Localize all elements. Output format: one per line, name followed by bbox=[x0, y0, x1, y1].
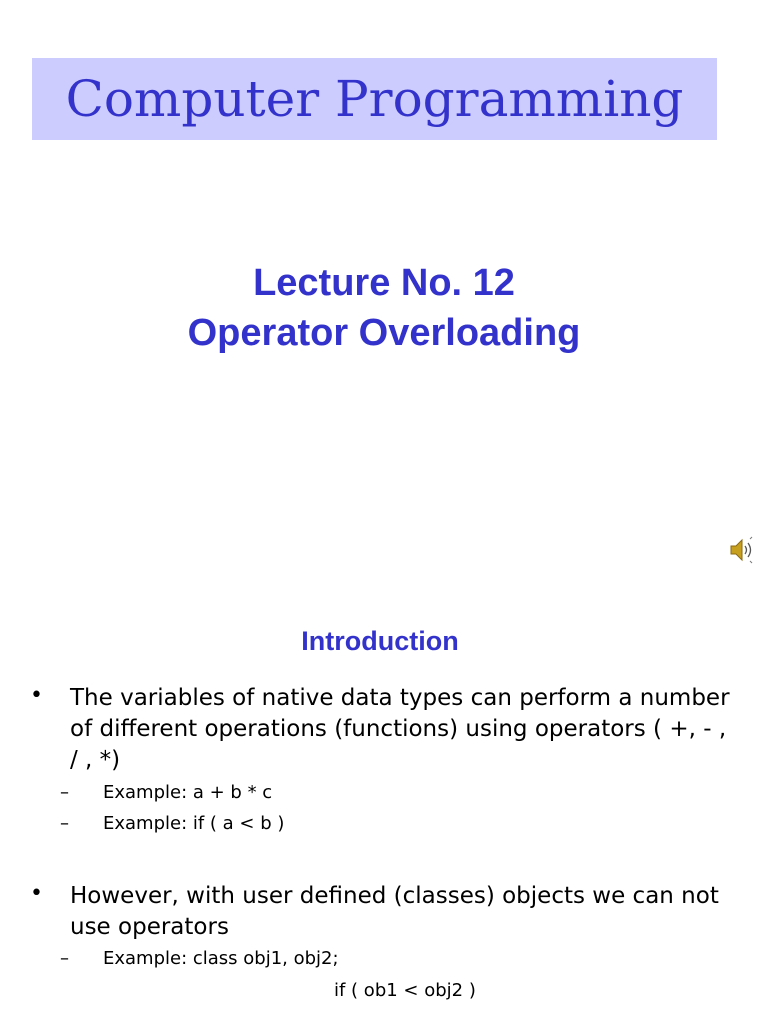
slide-title: Computer Programming bbox=[65, 70, 684, 128]
sub-bullet-marker: – bbox=[60, 948, 69, 969]
sub-bullet-marker: – bbox=[60, 813, 69, 834]
lecture-topic: Operator Overloading bbox=[187, 312, 581, 354]
sub-bullet-marker: – bbox=[60, 782, 69, 803]
sub-bullet-text: Example: if ( a < b ) bbox=[103, 813, 285, 834]
sub-bullet-text: Example: class obj1, obj2; bbox=[103, 948, 339, 969]
section-heading: Introduction bbox=[301, 626, 459, 656]
bullet-marker: • bbox=[30, 683, 43, 708]
speaker-icon[interactable] bbox=[728, 536, 756, 564]
title-banner bbox=[32, 58, 717, 140]
bullet-marker: • bbox=[30, 881, 43, 906]
bullet-text: However, with user defined (classes) objects we can not use operators bbox=[70, 883, 719, 940]
lecture-number: Lecture No. 12 bbox=[253, 262, 515, 304]
bullet-text: The variables of native data types can perform a number of different operations (functions) using operators ( +, - , / , *) bbox=[70, 685, 730, 773]
sub-bullet-text: Example: a + b * c bbox=[103, 782, 273, 803]
code-continuation: if ( ob1 < obj2 ) bbox=[334, 980, 476, 1001]
